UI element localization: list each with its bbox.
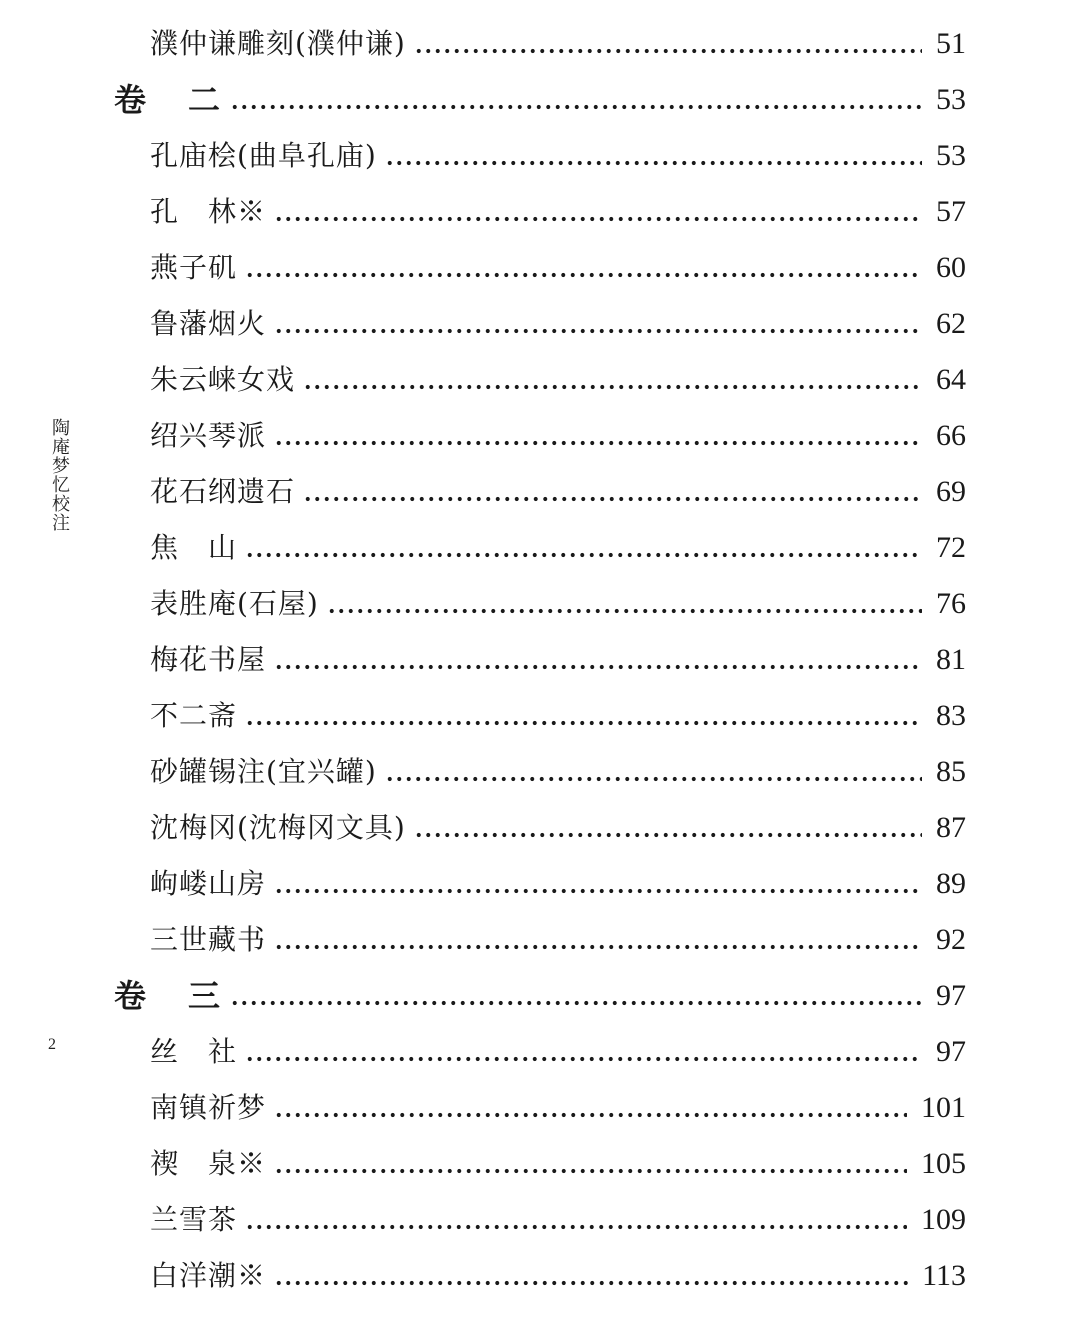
section-title [114,72,222,128]
entry-title: 焦 山 [150,531,238,564]
dot-leader [327,576,922,632]
page-number: 62 [936,307,966,340]
toc-entry[interactable] [0,240,1080,296]
dot-leader [414,800,922,856]
page-number: 53 [936,139,966,172]
toc-entry[interactable] [0,688,1080,744]
entry-title: 燕子矶 [150,251,238,284]
dot-leader [274,408,922,464]
toc-entry[interactable] [0,408,1080,464]
dot-leader [274,184,922,240]
toc-entry[interactable] [0,576,1080,632]
dot-leader [274,1136,907,1192]
toc-entry[interactable] [0,296,1080,352]
toc-entry[interactable] [0,1080,1080,1136]
entry-title: 白洋潮※ [150,1259,267,1292]
entry-title: 绍兴琴派 [150,419,267,452]
toc-entry[interactable] [0,632,1080,688]
toc-entry[interactable] [0,128,1080,184]
entry-title: 不二斋 [150,699,238,732]
toc-entry[interactable] [0,352,1080,408]
page-number: 101 [921,1091,966,1124]
toc-entry[interactable] [0,1192,1080,1248]
toc-entry[interactable] [0,800,1080,856]
entry-title: 禊 泉※ [150,1147,267,1180]
page-number: 57 [936,195,966,228]
toc-entry[interactable] [0,184,1080,240]
toc-entry[interactable] [0,1024,1080,1080]
table-of-contents [0,16,1080,1304]
page-number: 87 [936,811,966,844]
toc-entry[interactable] [0,16,1080,72]
dot-leader [274,1248,908,1304]
dot-leader [245,240,922,296]
dot-leader [414,16,922,72]
section-title-part: 卷 [114,977,149,1015]
page-number: 97 [936,1035,966,1068]
dot-leader [245,1192,907,1248]
entry-title: 花石纲遗石 [150,475,296,508]
dot-leader [385,744,922,800]
entry-title: 鲁藩烟火 [150,307,267,340]
section-title-part: 二 [188,81,223,119]
dot-leader [274,912,922,968]
page-number: 53 [936,83,966,116]
toc-section-heading[interactable] [0,72,1080,128]
page-number: 66 [936,419,966,452]
page-number: 97 [936,979,966,1012]
page-number: 81 [936,643,966,676]
entry-title: 濮仲谦雕刻(濮仲谦) [150,27,406,60]
entry-title: 孔 林※ [150,195,267,228]
toc-entry[interactable] [0,856,1080,912]
toc-section-heading[interactable] [0,968,1080,1024]
page-number: 51 [936,27,966,60]
dot-leader [274,856,922,912]
dot-leader [385,128,922,184]
running-title: 陶庵梦忆校注 [49,418,70,532]
section-title-part: 卷 [114,81,149,119]
folio-page-number: 2 [48,1036,56,1053]
section-title [114,968,222,1024]
page-number: 72 [936,531,966,564]
dot-leader [303,352,922,408]
page-number: 113 [922,1259,966,1292]
dot-leader [230,72,922,128]
entry-title: 孔庙桧(曲阜孔庙) [150,139,377,172]
entry-title: 丝 社 [150,1035,238,1068]
dot-leader [245,520,922,576]
dot-leader [274,1080,907,1136]
dot-leader [303,464,922,520]
toc-entry[interactable] [0,1248,1080,1304]
page-number: 76 [936,587,966,620]
page-number: 92 [936,923,966,956]
section-title-part: 三 [188,977,223,1015]
page-number: 83 [936,699,966,732]
toc-entry[interactable] [0,520,1080,576]
dot-leader [245,688,922,744]
page-number: 69 [936,475,966,508]
dot-leader [274,632,922,688]
toc-entry[interactable] [0,744,1080,800]
toc-entry[interactable] [0,1136,1080,1192]
entry-title: 兰雪茶 [150,1203,238,1236]
page-number: 109 [921,1203,966,1236]
entry-title: 三世藏书 [150,923,267,956]
dot-leader [245,1024,922,1080]
entry-title: 表胜庵(石屋) [150,587,319,620]
page-number: 85 [936,755,966,788]
entry-title: 沈梅冈(沈梅冈文具) [150,811,406,844]
page-number: 64 [936,363,966,396]
entry-title: 岣嵝山房 [150,867,267,900]
dot-leader [230,968,922,1024]
entry-title: 南镇祈梦 [150,1091,267,1124]
toc-entry[interactable] [0,912,1080,968]
entry-title: 砂罐锡注(宜兴罐) [150,755,377,788]
page-number: 105 [921,1147,966,1180]
entry-title: 梅花书屋 [150,643,267,676]
dot-leader [274,296,922,352]
page-number: 60 [936,251,966,284]
entry-title: 朱云崃女戏 [150,363,296,396]
page-number: 89 [936,867,966,900]
toc-entry[interactable] [0,464,1080,520]
